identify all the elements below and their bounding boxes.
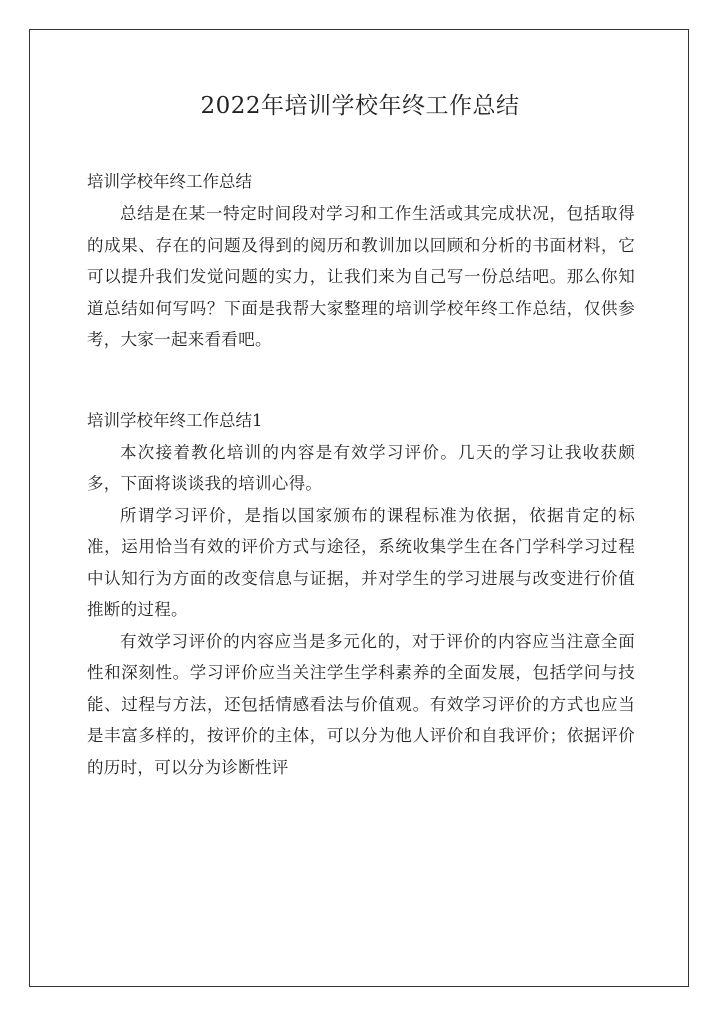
paragraph: 本次接着教化培训的内容是有效学习评价。几天的学习让我收获颇多，下面将谈谈我的培训心得。 [87,442,635,493]
paragraph: 有效学习评价的内容应当是多元化的，对于评价的内容应当注意全面性和深刻性。学习评价应当关注学生学科素养的全面发展，包括学问与技能、过程与方法，还包括情感看法与价值观。有效学习评价的方式也应当是丰富多样的，按评价的主体，可以分为他人评价和自我评价；依据评价的历时，可以分为诊断性评 [87,631,635,777]
section-heading: 培训学校年终工作总结1 [87,410,263,430]
document-body [87,166,635,783]
paragraph: 总结是在某一特定时间段对学习和工作生活或其完成状况，包括取得的成果、存在的问题及得到的阅历和教训加以回顾和分析的书面材料，它可以提升我们发觉问题的实力，让我们来为自己写一份总结吧。那么你知道总结如何写吗？下面是我帮大家整理的培训学校年终工作总结，仅供参考，大家一起来看看吧。 [87,204,635,349]
document-title: 2022年培训学校年终工作总结 [200,93,520,119]
section-heading: 培训学校年终工作总结 [87,172,252,191]
section-spacer [87,356,635,391]
paragraph: 所谓学习评价，是指以国家颁布的课程标准为依据，依据肯定的标准，运用恰当有效的评价方式与途径，系统收集学生在各门学科学习过程中认知行为方面的改变信息与证据，并对学生的学习进展与改变进行价值推断的过程。 [87,505,635,619]
